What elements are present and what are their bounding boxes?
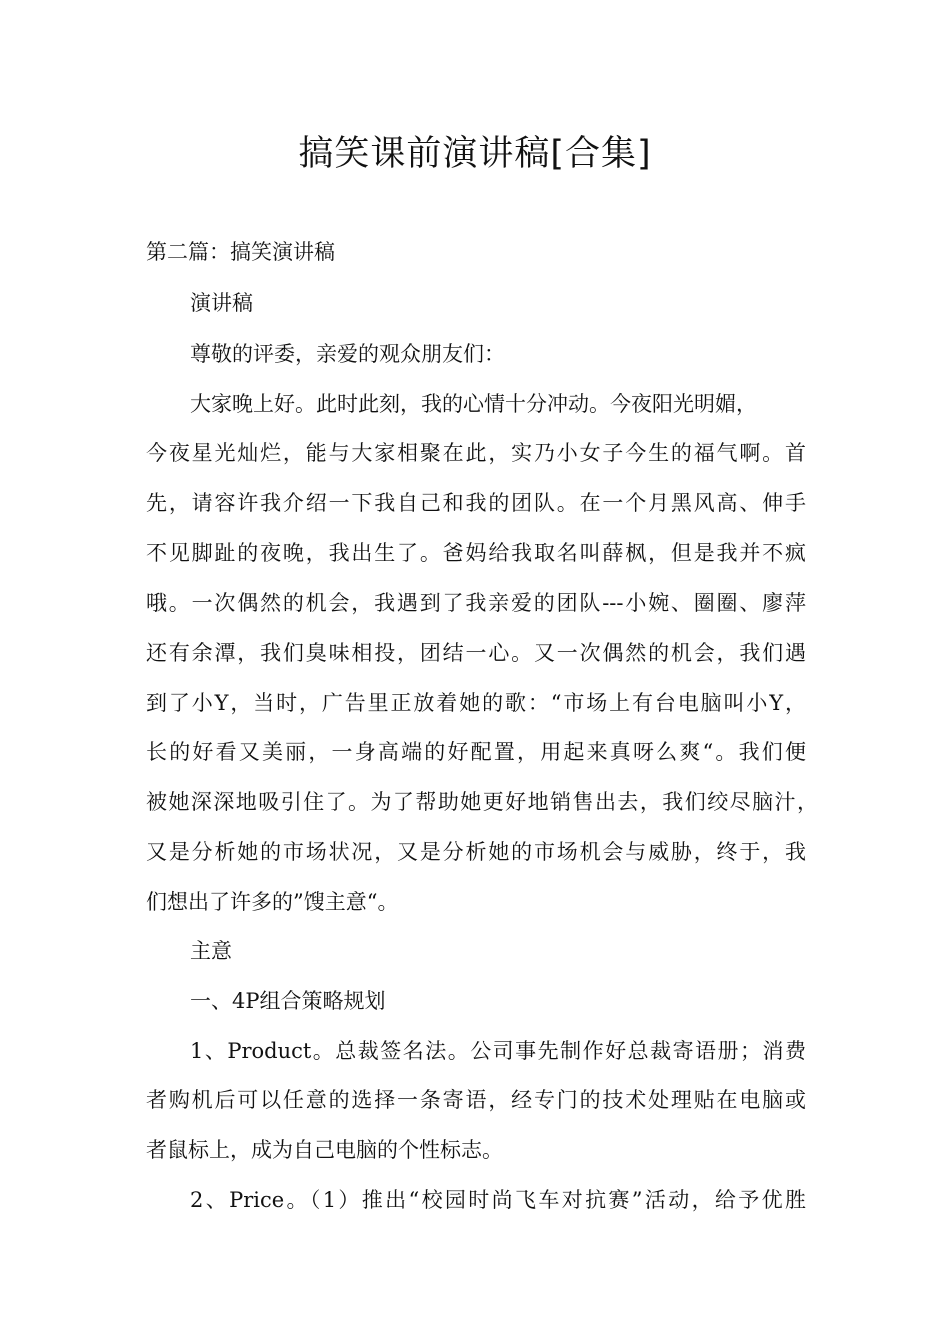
paragraph-line: 哦。一次偶然的机会，我遇到了我亲爱的团队---小婉、圈圈、廖萍: [146, 591, 806, 615]
paragraph-line: 2、Price。（1）推出“校园时尚飞车对抗赛”活动，给予优胜: [190, 1188, 806, 1212]
paragraph-line: 不见脚趾的夜晚，我出生了。爸妈给我取名叫薛枫，但是我并不疯: [146, 541, 806, 565]
paragraph-line: 者鼠标上，成为自己电脑的个性标志。: [146, 1138, 503, 1162]
paragraph-line: 1、Product。总裁签名法。公司事先制作好总裁寄语册；消费: [190, 1039, 806, 1063]
paragraph-line: 先，请容许我介绍一下我自己和我的团队。在一个月黑风高、伸手: [146, 491, 806, 515]
paragraph-line: 被她深深地吸引住了。为了帮助她更好地销售出去，我们绞尽脑汁，: [146, 790, 818, 814]
document-title: 搞笑课前演讲稿[合集]: [298, 134, 652, 174]
paragraph-line: 到了小Y，当时，广告里正放着她的歌：“市场上有台电脑叫小Y，: [146, 691, 806, 715]
paragraph-line: 主意: [190, 939, 232, 963]
paragraph-line: 一、4P组合策略规划: [190, 989, 386, 1013]
paragraph-line: 今夜星光灿烂，能与大家相聚在此，实乃小女子今生的福气啊。首: [146, 441, 806, 465]
paragraph-line: 大家晚上好。此时此刻，我的心情十分冲动。今夜阳光明媚，: [190, 392, 757, 416]
paragraph-line: 还有余潭，我们臭味相投，团结一心。又一次偶然的机会，我们遇: [146, 641, 806, 665]
paragraph-line: 尊敬的评委，亲爱的观众朋友们：: [190, 342, 505, 366]
paragraph-line: 长的好看又美丽，一身高端的好配置，用起来真呀么爽“。我们便: [146, 740, 806, 764]
paragraph-line: 者购机后可以任意的选择一条寄语，经专门的技术处理贴在电脑或: [146, 1088, 806, 1112]
paragraph-line: 又是分析她的市场状况，又是分析她的市场机会与威胁，终于，我: [146, 840, 806, 864]
paragraph-line: 们想出了许多的”馊主意“。: [146, 890, 399, 914]
section-heading: 第二篇：搞笑演讲稿: [146, 240, 335, 264]
paragraph-line: 演讲稿: [190, 291, 253, 315]
